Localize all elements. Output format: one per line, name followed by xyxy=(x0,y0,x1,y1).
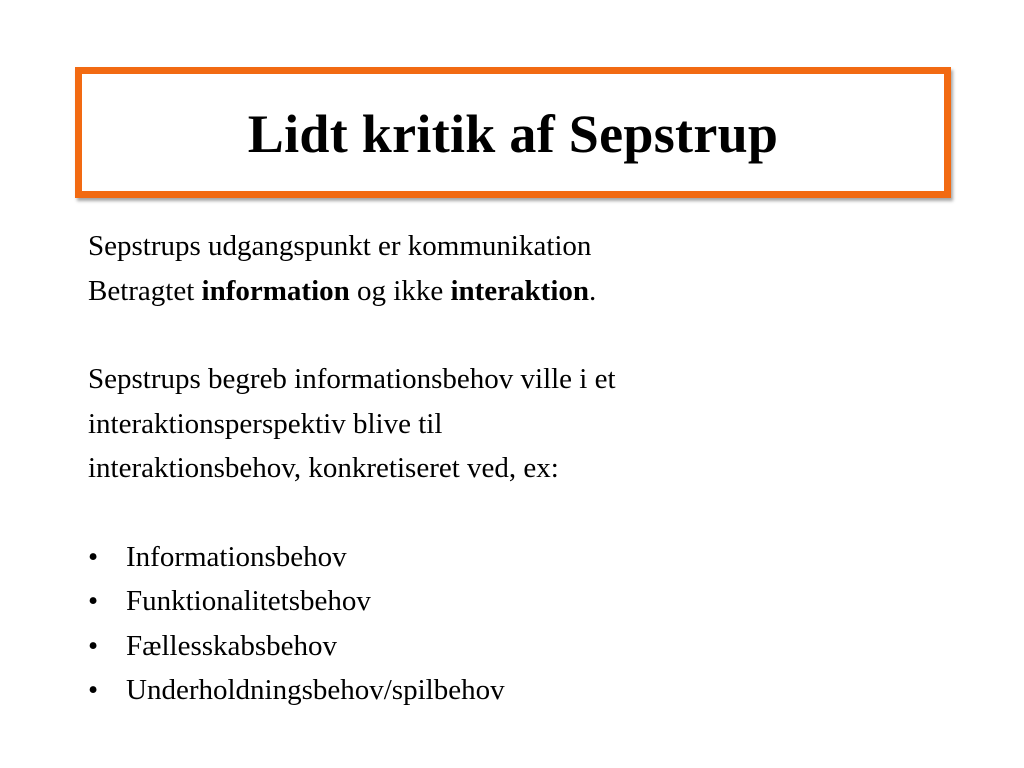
bullet-item xyxy=(88,579,948,624)
slide-body xyxy=(88,224,948,713)
title-box xyxy=(75,67,951,198)
text-segment: og ikke xyxy=(349,274,451,307)
spacer xyxy=(88,313,948,357)
bold-term-information: information xyxy=(201,274,350,307)
paragraph-2-line-3: interaktionsbehov, konkretiseret ved, ex: xyxy=(88,452,559,484)
paragraph-1-line-2 xyxy=(88,269,948,314)
bullet-list xyxy=(88,535,948,713)
paragraph-2 xyxy=(88,357,948,491)
slide-title: Lidt kritik af Sepstrup xyxy=(247,103,779,164)
paragraph-2-line-2: interaktionsperspektiv blive til xyxy=(88,407,443,440)
bullet-text: Fællesskabsbehov xyxy=(126,629,338,662)
bullet-text: Funktionalitetsbehov xyxy=(126,585,371,617)
bullet-item xyxy=(88,535,948,580)
text-segment: Betragtet xyxy=(88,274,202,307)
bullet-icon: • xyxy=(88,629,99,662)
spacer xyxy=(88,491,948,535)
bullet-item xyxy=(88,668,948,713)
paragraph-2-line-1: Sepstrups begreb informationsbehov ville i et xyxy=(88,363,616,395)
bullet-item xyxy=(88,624,948,669)
bullet-icon: • xyxy=(88,585,99,617)
bullet-text: Informationsbehov xyxy=(126,540,347,573)
paragraph-1 xyxy=(88,224,948,313)
bullet-icon: • xyxy=(88,674,99,706)
bold-term-interaktion: interaktion xyxy=(450,274,590,307)
bullet-text: Underholdningsbehov/spilbehov xyxy=(126,674,505,706)
bullet-icon: • xyxy=(88,540,99,573)
paragraph-1-line-1: Sepstrups udgangspunkt er kommunikation xyxy=(88,230,592,262)
text-segment: . xyxy=(589,274,597,307)
